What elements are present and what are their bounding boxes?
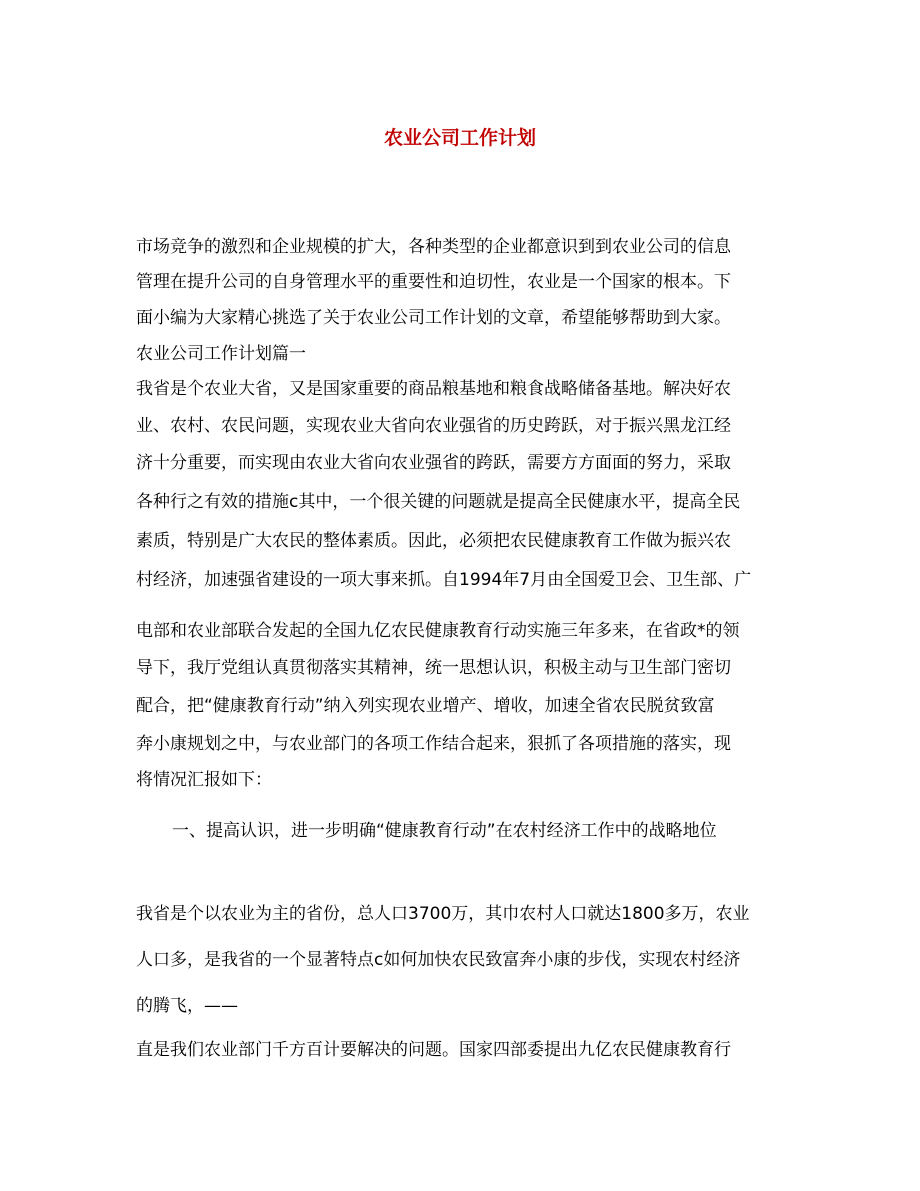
paragraph-line: 将情况汇报如下： [136, 770, 272, 790]
document-title: 农业公司工作计划 [383, 127, 536, 149]
paragraph-line: 市场竞争的激烈和企业规模的扩大，各种类型的企业都意识到到农业公司的信息 [136, 237, 731, 257]
paragraph-line: 各种行之有效的措施c其中，一个很关键的问题就是提高全民健康水平，提高全民 [136, 492, 741, 512]
paragraph-line: 面小编为大家精心挑选了关于农业公司工作计划的文章，希望能够帮助到大家。 [136, 308, 731, 328]
paragraph-line: 人口多，是我省的一个显著特点c如何加快农民致富奔小康的步伐，实现农村经济 [136, 950, 741, 970]
paragraph-line: 电部和农业部联合发起的全国九亿农民健康教育行动实施三年多来，在省政*的领 [136, 621, 740, 641]
paragraph-line: 业、农村、农民问题，实现农业大省向农业强省的历史跨跃，对于振兴黑龙江经 [136, 416, 731, 436]
paragraph-line: 管理在提升公司的自身管理水平的重要性和迫切性，农业是一个国家的根本。下 [136, 272, 731, 292]
section-heading: 农业公司工作计划篇一 [136, 344, 306, 364]
paragraph-line: 奔小康规划之中，与农业部门的各项工作结合起来，狠抓了各项措施的落实，现 [136, 734, 731, 754]
paragraph-line: 济十分重要，而实现由农业大省向农业强省的跨跃，需要方方面面的努力，采取 [136, 453, 731, 473]
subsection-heading: 一、提高认识，进一步明确“健康教育行动”在农村经济工作中的战略地位 [172, 821, 717, 841]
paragraph-line: 我省是个农业大省，又是国家重要的商品粮基地和粮食战略储备基地。解决好农 [136, 379, 731, 399]
paragraph-line: 村经济，加速强省建设的一项大事来抓。自1994年7月由全国爱卫会、卫生部、广 [136, 570, 752, 590]
paragraph-line: 素质，特别是广大农民的整体素质。因此，必须把农民健康教育工作做为振兴农 [136, 531, 731, 551]
paragraph-line: 导下，我厅党组认真贯彻落实其精神，统一思想认识，积极主动与卫生部门密切 [136, 658, 731, 678]
paragraph-line: 直是我们农业部门千方百计要解决的问题。国家四部委提出九亿农民健康教育行 [136, 1040, 731, 1060]
paragraph-line: 的腾飞，—— [136, 996, 238, 1016]
paragraph-line: 我省是个以农业为主的省份，总人口3700万，其巾农村人口就达1800多万，农业 [136, 904, 750, 924]
paragraph-line: 配合，把“健康教育行动”纳入列实现农业增产、增收，加速全省农民脱贫致富 [136, 696, 715, 716]
